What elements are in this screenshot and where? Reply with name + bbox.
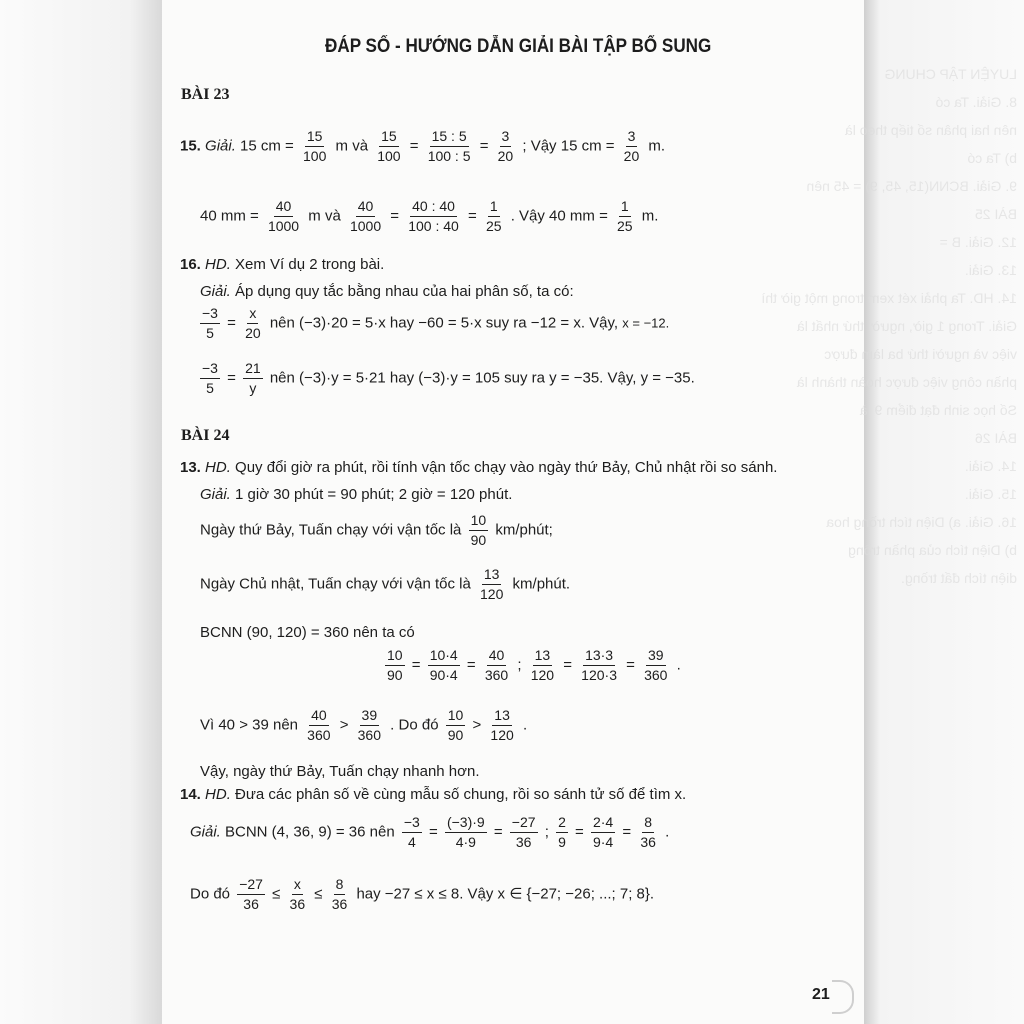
text: ; Vậy 15 cm = [522, 137, 615, 155]
fraction: $\frac{10}{90}$ [387, 647, 403, 683]
fraction: $\frac{13}{120}$ [530, 647, 555, 683]
text: Ngày thứ Bảy, Tuấn chạy với vận tốc là [200, 521, 462, 539]
hd-label: HD. [205, 786, 231, 803]
text: 1 giờ 30 phút = 90 phút; 2 giờ = 120 phút. [235, 486, 513, 503]
problem-13-hd [180, 459, 777, 476]
left-margin [0, 0, 162, 1024]
text: Vì 40 > 39 nên [200, 716, 298, 734]
equals-sign: = [390, 207, 400, 225]
problem-14-giai [190, 814, 669, 851]
problem-number: 13. [180, 459, 201, 476]
text: km/phút. [512, 575, 571, 593]
text: hay −27 ≤ x ≤ 8. Vậy x ∈ {−27; −26; ...; 7; 8}. [356, 885, 655, 903]
fraction: $\frac{-27}{36}$ [511, 814, 536, 850]
fraction: $\frac{40 : 40}{100 : 40}$ [408, 198, 459, 234]
giai-label: Giải. [205, 137, 236, 155]
problem-16-line1 [197, 305, 669, 342]
text: 40 mm = [200, 207, 259, 225]
page-number: 21 [812, 986, 830, 1003]
page-title: ĐÁP SỐ - HƯỚNG DẪN GIẢI BÀI TẬP BỔ SUNG [325, 36, 712, 57]
problem-15-line1 [180, 128, 665, 165]
equals-sign: = [575, 823, 584, 841]
text: m. [648, 137, 666, 155]
text: nên (−3)·y = 5·21 hay (−3)·y = 105 suy ra y = −35. Vậy, y = −35. [269, 369, 695, 387]
fraction: $\frac{10}{90}$ [447, 707, 464, 743]
giai-label: Giải. [190, 823, 221, 841]
hd-label: HD. [205, 459, 231, 476]
equals-sign: = [429, 823, 438, 841]
fraction: $\frac{40}{1000}$ [349, 198, 382, 234]
problem-15-line2 [200, 198, 658, 235]
fraction: $\frac{x}{20}$ [245, 305, 261, 341]
giai-label: Giải. [200, 486, 231, 503]
conversion-line [382, 647, 681, 684]
text: . Do đó [390, 716, 439, 734]
sunday-speed [200, 566, 570, 603]
text: Xem Ví dụ 2 trong bài. [235, 256, 385, 273]
fraction: $\frac{10}{90}$ [470, 512, 487, 548]
problem-13-giai [200, 486, 512, 503]
fraction: $\frac{15}{100}$ [303, 128, 327, 164]
fraction: $\frac{1}{25}$ [617, 198, 633, 234]
comparison-line [200, 707, 527, 744]
problem-number: 14. [180, 786, 201, 803]
fraction: $\frac{3}{20}$ [497, 128, 514, 164]
equals-sign: = [563, 656, 572, 674]
fraction: $\frac{2\cdot 4}{9\cdot 4}$ [592, 814, 614, 850]
fraction: $\frac{-3}{5}$ [202, 305, 218, 341]
equals-sign: = [479, 137, 489, 155]
greater-than: > [472, 716, 482, 734]
text: Do đó [190, 885, 231, 903]
text: Ngày Chủ nhật, Tuấn chạy với vận tốc là [200, 575, 471, 593]
fraction: $\frac{-3}{5}$ [202, 360, 218, 396]
problem-number: 15. [180, 137, 201, 155]
fraction: $\frac{2}{9}$ [558, 814, 566, 850]
saturday-speed [200, 512, 553, 549]
equals-sign: = [468, 207, 477, 225]
equals-sign: = [622, 823, 632, 841]
bleed-through-text: LUYỆN TẬP CHUNG 8. Giải. Ta có nên hai phân số tiếp theo là b) Ta có 9. Giải. BCNN(15, 45, 9) = 45 nên BÀI 25 12. Giải. B = 13. Giải. 14. HD. Ta phải xét xem trong một giờ thì Giải. Trong 1 giờ, người thứ nhất là việc và người thứ ba làm được phần công việc được hoàn thành là Số học sinh đạt điểm 9 là BÀI 26 14. Giải. 15. Giải. 16. Giải. a) Diện tích trồng hoa b) Diện tích của phần trồng diện tích đất trồng. [761, 66, 1017, 586]
period: . [676, 656, 681, 674]
period: . [522, 716, 528, 734]
separator: ; [544, 823, 549, 841]
text: Quy đổi giờ ra phút, rồi tính vận tốc chạy vào ngày thứ Bảy, Chủ nhật rồi so sánh. [235, 459, 778, 476]
fraction: $\frac{3}{20}$ [623, 128, 640, 164]
hd-label: HD. [205, 256, 231, 273]
page-number-decoration [832, 980, 854, 1014]
equals-sign: = [493, 823, 503, 841]
equals-sign: = [409, 137, 419, 155]
section-heading-bai24: BÀI 24 [181, 427, 230, 444]
less-equal: ≤ [314, 885, 323, 903]
text: Đưa các phân số về cùng mẫu số chung, rồi so sánh tử số để tìm x. [235, 786, 687, 803]
equals-sign: = [466, 656, 476, 674]
text: m. [641, 207, 659, 225]
giai-label: Giải. [200, 283, 231, 300]
fraction: $\frac{40}{360}$ [484, 647, 509, 683]
fraction: $\frac{40}{360}$ [307, 707, 331, 743]
fraction: $\frac{13}{120}$ [480, 566, 504, 602]
text: x = −12. [622, 315, 670, 331]
text: m và [335, 137, 369, 155]
text: BCNN (4, 36, 9) = 36 nên [225, 823, 395, 841]
greater-than: > [339, 716, 349, 734]
fraction: $\frac{15 : 5}{100 : 5}$ [427, 128, 471, 164]
equals-sign: = [626, 656, 635, 674]
fraction: $\frac{x}{36}$ [289, 876, 306, 912]
fraction: $\frac{13}{120}$ [490, 707, 514, 743]
problem-number: 16. [180, 256, 201, 273]
text: Áp dụng quy tắc bằng nhau của hai phân số, ta có: [235, 283, 574, 300]
text: 15 cm = [240, 137, 294, 155]
fraction: $\frac{8}{36}$ [331, 876, 348, 912]
fraction: $\frac{10\cdot 4}{90\cdot 4}$ [429, 647, 458, 683]
fraction: $\frac{13\cdot 3}{120\cdot 3}$ [581, 647, 617, 683]
equals-sign: = [227, 314, 236, 332]
problem-13-conclusion: Vậy, ngày thứ Bảy, Tuấn chạy nhanh hơn. [200, 763, 480, 780]
problem-14-hd [180, 786, 686, 803]
fraction: $\frac{39}{360}$ [357, 707, 381, 743]
text: km/phút; [495, 521, 553, 539]
fraction: $\frac{39}{360}$ [644, 647, 668, 683]
fraction: $\frac{-27}{36}$ [239, 876, 263, 912]
fraction: $\frac{40}{1000}$ [267, 198, 300, 234]
fraction: $\frac{1}{25}$ [485, 198, 502, 234]
period: . [665, 823, 670, 841]
fraction: $\frac{21}{y}$ [245, 360, 261, 396]
text: nên (−3)·20 = 5·x hay −60 = 5·x suy ra −12 = x. Vậy, [269, 314, 619, 332]
equals-sign: = [411, 656, 421, 674]
problem-16-line2 [197, 360, 695, 397]
fraction: $\frac{8}{36}$ [640, 814, 656, 850]
fraction: $\frac{15}{100}$ [377, 128, 401, 164]
fraction: $\frac{-3}{4}$ [403, 814, 420, 850]
problem-16-giai [200, 283, 574, 300]
fraction: $\frac{(-3)\cdot 9}{4\cdot 9}$ [446, 814, 485, 850]
bcnn-line: BCNN (90, 120) = 360 nên ta có [200, 624, 415, 641]
section-heading-bai23: BÀI 23 [181, 86, 230, 103]
less-equal: ≤ [272, 885, 281, 903]
problem-16-hd [180, 256, 384, 273]
separator: ; [517, 656, 522, 674]
text: m và [308, 207, 341, 225]
text: . Vậy 40 mm = [510, 207, 608, 225]
problem-14-result [190, 876, 654, 913]
equals-sign: = [227, 369, 236, 387]
